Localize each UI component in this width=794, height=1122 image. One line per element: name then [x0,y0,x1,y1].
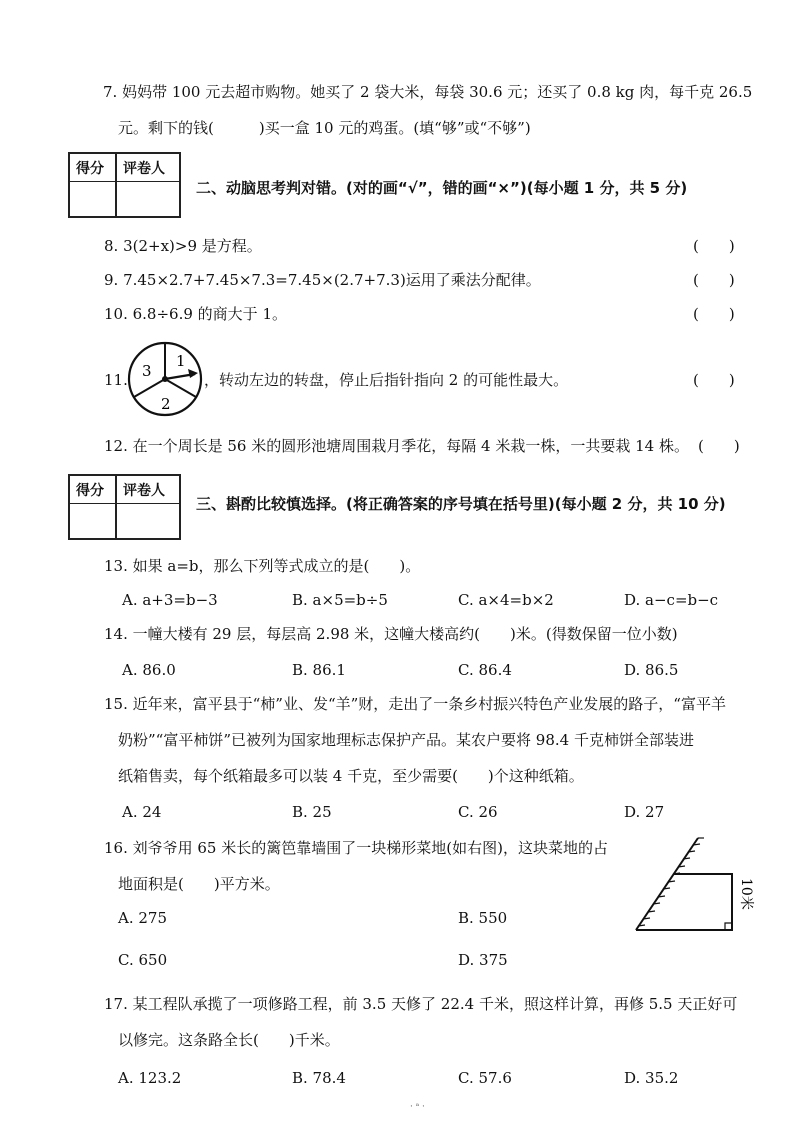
q16-line1: 16. 刘爷爷用 65 米长的篱笆靠墙围了一块梯形菜地(如右图)，这块菜地的占 [104,839,608,857]
fence-line [636,874,732,930]
grader-label: 评卷人 [123,483,165,499]
q15-option-c[interactable]: C. 26 [458,803,498,821]
grader-label: 评卷人 [123,161,165,177]
score-label: 得分 [76,161,104,177]
q13-option-c[interactable]: C. a×4=b×2 [458,591,554,609]
section2-title: 二、动脑思考判对错。(对的画“√”，错的画“×”)(每小题 1 分，共 5 分) [196,179,688,197]
q13-stem: 13. 如果 a=b，那么下列等式成立的是( )。 [104,557,421,575]
spinner-figure [126,338,204,422]
q14-option-c[interactable]: C. 86.4 [458,661,512,679]
q14-stem: 14. 一幢大楼有 29 层，每层高 2.98 米，这幢大楼高约( )米。(得数保留一位小数) [104,625,678,643]
q15-option-a[interactable]: A. 24 [122,803,162,821]
q17-option-c[interactable]: C. 57.6 [458,1069,512,1087]
q9-text: 9. 7.45×2.7+7.45×7.3=7.45×(2.7+7.3)运用了乘法分配律。 [104,271,541,289]
q14-option-b[interactable]: B. 86.1 [292,661,346,679]
q11-number: 11. [104,371,128,389]
q11-answer-paren[interactable]: ( ) [693,371,735,389]
q16-option-d[interactable]: D. 375 [458,951,508,969]
spinner-label-2: 2 [161,395,171,413]
spinner-label-1: 1 [176,352,186,370]
q12-text: 12. 在一个周长是 56 米的圆形池塘周围栽月季花，每隔 4 米栽一株，一共要栽 14 株。 [104,437,689,455]
q8-answer-paren[interactable]: ( ) [693,237,735,255]
q17-option-d[interactable]: D. 35.2 [624,1069,679,1087]
spinner-pointer-arrow-icon [188,369,198,378]
height-label: 10米 [738,878,754,910]
q16-line2: 地面积是( )平方米。 [118,875,280,893]
q10-answer-paren[interactable]: ( ) [693,305,735,323]
score-box-divider [115,476,117,538]
score-box-section2 [68,152,181,218]
q15-option-b[interactable]: B. 25 [292,803,332,821]
q15-option-d[interactable]: D. 27 [624,803,665,821]
q15-line2: 奶粉”“富平柿饼”已被列为国家地理标志保护产品。某农户要将 98.4 千克柿饼全部装进 [118,731,694,749]
trapezoid-figure [628,834,766,938]
score-box-divider [115,154,117,216]
q16-option-c[interactable]: C. 650 [118,951,168,969]
section3-title: 三、斟酌比较慎选择。(将正确答案的序号填在括号里)(每小题 2 分，共 10 分) [196,495,726,513]
q17-line1: 17. 某工程队承揽了一项修路工程，前 3.5 天修了 22.4 千米，照这样计算，再修 5.5 天正好可 [104,995,738,1013]
q13-option-a[interactable]: A. a+3=b−3 [122,591,218,609]
q7-line1: 7. 妈妈带 100 元去超市购物。她买了 2 袋大米，每袋 30.6 元；还买了 0.8 kg 肉，每千克 26.5 [103,83,753,101]
page-footer-mark: · ᵃ · [410,1102,425,1112]
q17-option-b[interactable]: B. 78.4 [292,1069,346,1087]
q11-text: ，转动左边的转盘，停止后指针指向 2 的可能性最大。 [204,371,569,389]
score-label: 得分 [76,483,104,499]
q13-option-b[interactable]: B. a×5=b÷5 [292,591,388,609]
q17-line2: 以修完。这条路全长( )千米。 [118,1031,340,1049]
q15-line3: 纸箱售卖，每个纸箱最多可以装 4 千克，至少需要( )个这种纸箱。 [118,767,584,785]
q14-option-a[interactable]: A. 86.0 [122,661,176,679]
q15-line1: 15. 近年来，富平县于“柿”业、发“羊”财，走出了一条乡村振兴特色产业发展的路子，“富平羊 [104,695,726,713]
q13-option-d[interactable]: D. a−c=b−c [624,591,719,609]
spinner-label-3: 3 [142,362,152,380]
q12-answer-paren[interactable]: ( ) [698,437,740,455]
spinner-center-dot [162,376,168,382]
q9-answer-paren[interactable]: ( ) [693,271,735,289]
q16-option-a[interactable]: A. 275 [118,909,167,927]
q16-option-b[interactable]: B. 550 [458,909,508,927]
q17-option-a[interactable]: A. 123.2 [118,1069,182,1087]
q8-text: 8. 3(2+x)>9 是方程。 [104,237,262,255]
right-angle-mark [725,923,732,930]
q14-option-d[interactable]: D. 86.5 [624,661,679,679]
q10-text: 10. 6.8÷6.9 的商大于 1。 [104,305,287,323]
q7-line2: 元。剩下的钱( )买一盒 10 元的鸡蛋。(填“够”或“不够”) [118,119,531,137]
score-box-section3 [68,474,181,540]
